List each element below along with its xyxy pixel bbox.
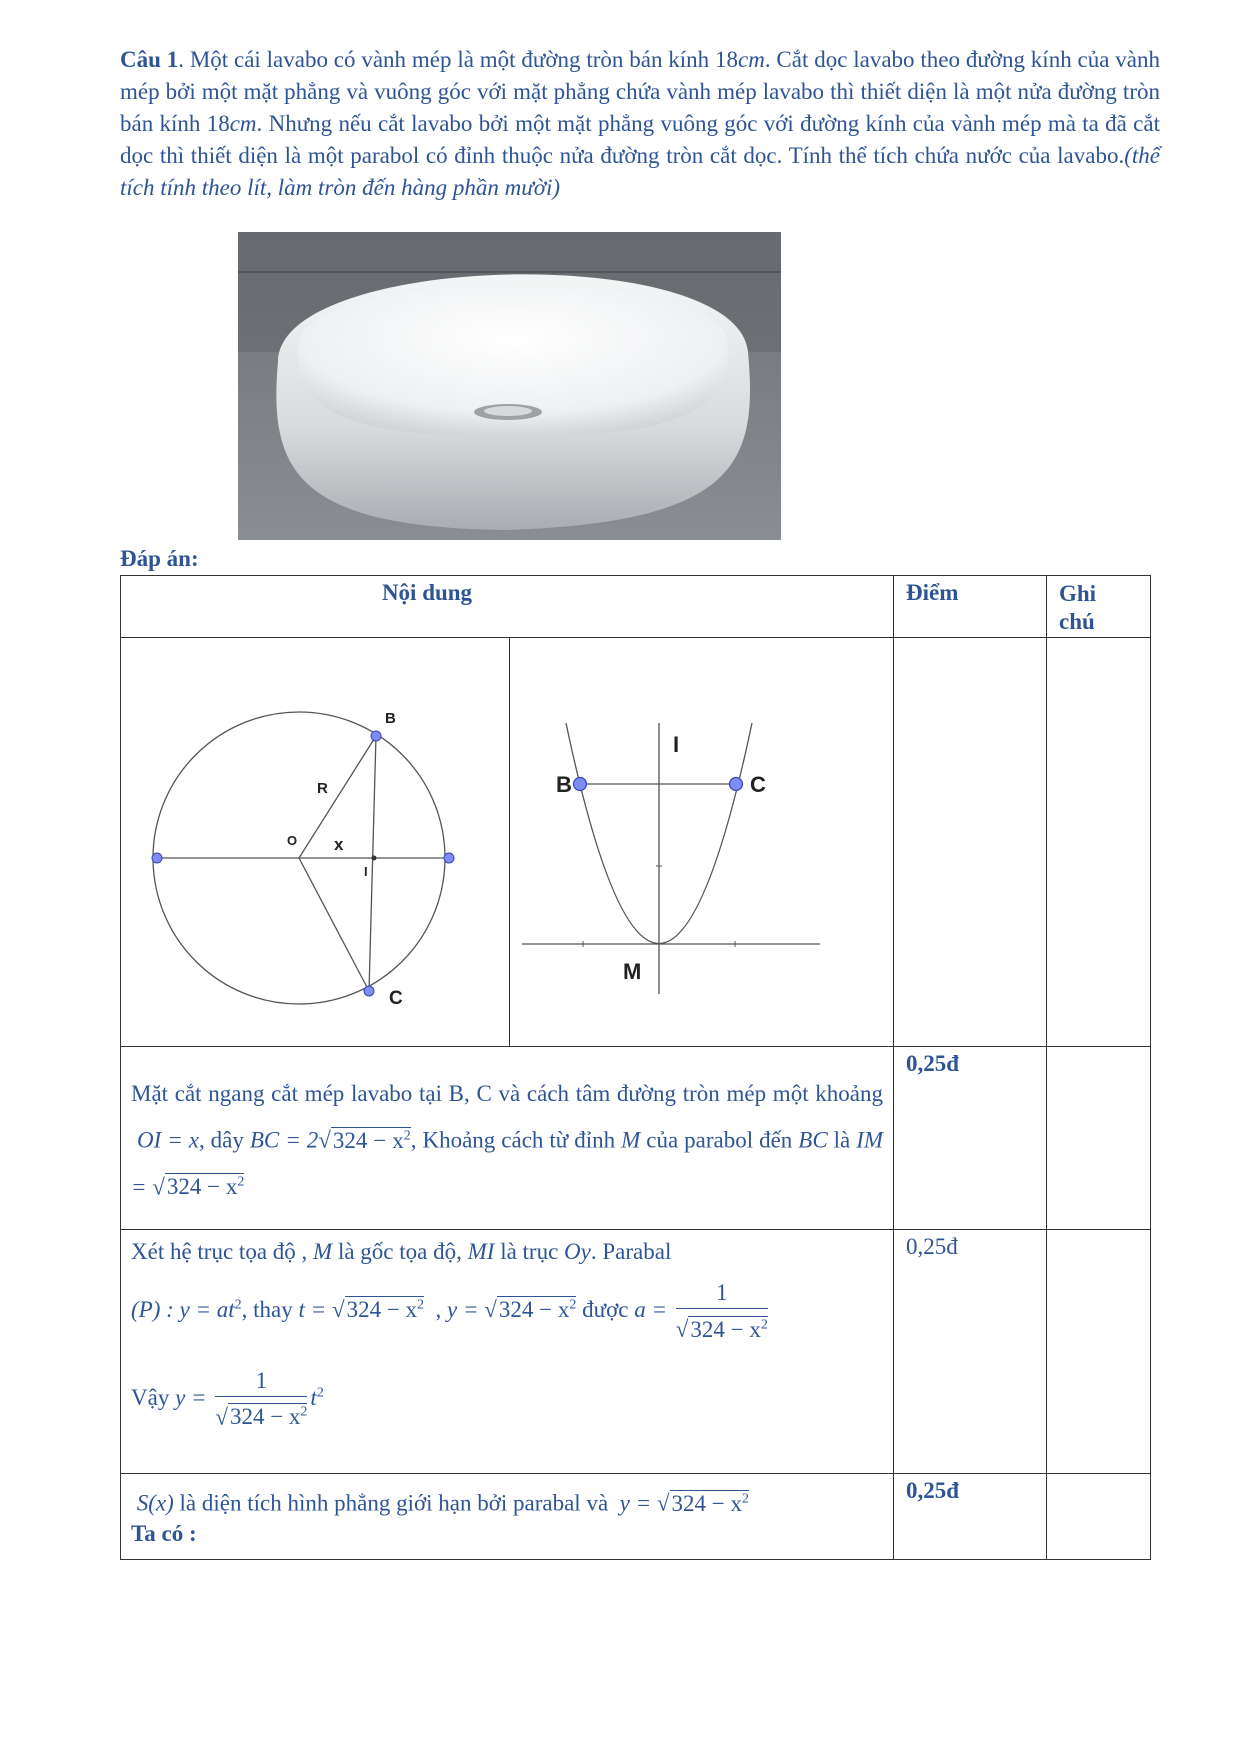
fraction-y: $\frac{1}{√324 - x^2}$ — [215, 1367, 308, 1430]
score-cell-empty — [894, 638, 1047, 1047]
question-number: Câu 1 — [120, 47, 179, 72]
row1-score: 0,25đ — [894, 1047, 1047, 1230]
row2-note — [1047, 1230, 1151, 1474]
circle-label-b: B — [385, 710, 396, 727]
answer-label: Đáp án: — [120, 546, 199, 571]
header-content: Nội dung — [121, 576, 894, 638]
row3-score: 0,25đ — [894, 1474, 1047, 1560]
row2-content: Xét hệ trục tọa độ , M là gốc tọa độ, MI là trục Oy. Parabal (P) : $y = at^2$, thay $t = √324 - x^2$ , $y = √324 - x^2$ được a = $\frac{1}{√324 - x^2}$ Vậy y = $\frac{1}{√324 - x^2}$ $t^2$ — [121, 1230, 894, 1474]
parabola-figure-cell — [510, 638, 894, 1047]
lavabo-photo — [238, 232, 781, 540]
circle-label-i: I — [364, 864, 368, 879]
header-score: Điểm — [894, 576, 1047, 638]
header-note: Ghi chú — [1047, 576, 1151, 638]
circle-label-x: x — [334, 835, 344, 854]
parabola-label-i: I — [673, 732, 680, 757]
circle-label-o: O — [287, 833, 298, 848]
answer-table — [120, 575, 1151, 1560]
row1-note — [1047, 1047, 1151, 1230]
row3-content: S(x) là diện tích hình phẳng giới hạn bởi parabal và $y = √324 - x^2$ Ta có : — [121, 1474, 894, 1560]
row1-content: Mặt cắt ngang cắt mép lavabo tại B, C và cách tâm đường tròn mép một khoảng OI = x, dây BC = $2√324 - x^2$, Khoảng cách từ đỉnh M của parabol đến BC là IM = $√324 - x^2$ — [121, 1047, 894, 1230]
parabola-label-c: C — [750, 772, 766, 797]
circle-label-c: C — [389, 988, 403, 1009]
parabola-diagram — [510, 638, 894, 1046]
circle-figure-cell — [121, 638, 510, 1047]
question-note: (thể tích tính theo lít, làm tròn đến hàng phần mười) — [120, 143, 1160, 200]
row2-score: 0,25đ — [894, 1230, 1047, 1474]
circle-label-r: R — [317, 780, 328, 797]
parabola-label-b: B — [556, 772, 572, 797]
question-text: Câu 1. Một cái lavabo có vành mép là một đường tròn bán kính 18cm. Cắt dọc lavabo theo đường kính của vành mép bởi một mặt phẳng và vuông góc với mặt phẳng chứa vành mép lavabo thì thiết diện là một nửa đường tròn bán kính 18cm. Nhưng nếu cắt lavabo bởi một mặt phẳng vuông góc với đường kính của vành mép mà ta đã cắt dọc thì thiết diện là một parabol có đỉnh thuộc nửa đường tròn cắt dọc. Tính thể tích chứa nước của lavabo.(thể tích tính theo lít, làm tròn đến hàng phần mười) — [120, 47, 1160, 200]
parabola-label-m: M — [623, 959, 642, 984]
fraction-a: $\frac{1}{√324 - x^2}$ — [675, 1280, 768, 1342]
circle-diagram — [121, 638, 510, 1046]
row3-note — [1047, 1474, 1151, 1560]
note-cell-empty — [1047, 638, 1151, 1047]
